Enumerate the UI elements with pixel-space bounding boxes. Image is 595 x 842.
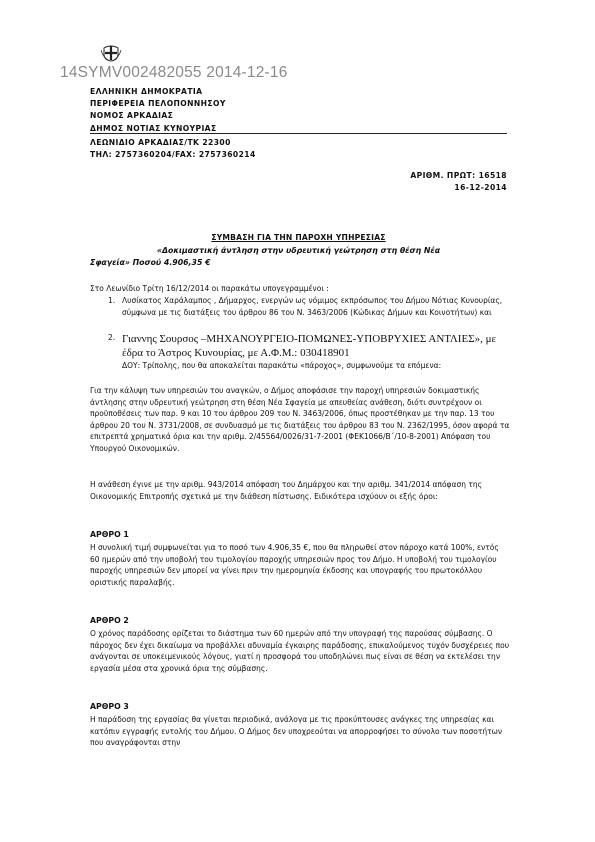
contract-subtitle-line1: «Δοκιμαστική άντληση στην υδρευτική γεώτρηση στη θέση Νέα <box>156 246 441 255</box>
header-divider <box>90 133 507 134</box>
phone-fax-line: ΤΗΛ: 2757360204/FAX: 2757360214 <box>90 150 256 160</box>
intro-paragraph: Στο Λεωνίδιο Τρίτη 16/12/2014 οι παρακάτω υπογεγραμμένοι : <box>90 284 329 293</box>
issuer-header <box>90 86 226 135</box>
article-1-heading: ΑΡΘΡΟ 1 <box>90 530 129 539</box>
protocol-date: 16-12-2014 <box>454 183 507 193</box>
party-1-number: 1. <box>108 296 116 305</box>
party-2-text-line1: Γιαννης Σουρσος –ΜΗΧΑΝΟΥΡΓΕΙΟ-ΠΟΜΩΝΕΣ-ΥΠΟΒΡΥΧΙΕΣ ΑΝΤΛΙΕΣ», με έδρα το Άστρος Κυνουρίας, με Α.Φ.Μ.: 030418901 <box>122 333 497 359</box>
header-line-country: ΕΛΛΗΝΙΚΗ ΔΗΜΟΚΡΑΤΙΑ <box>90 87 203 96</box>
award-paragraph: Η ανάθεση έγινε με την αριθμ. 943/2014 απόφαση του Δημάρχου και την αριθμ. 341/2014 απόφαση της Οικονομικής Επιτροπής σχετικά με την διάθεση πίστωσης. Ειδικότερα ισχύουν οι εξής όροι: <box>90 480 483 501</box>
party-2-item <box>108 332 508 372</box>
background-paragraph: Για την κάλυψη των υπηρεσιών του αναγκών, ο Δήμος αποφάσισε την παροχή υπηρεσιών δοκιμαστικής άντλησης στην υδρευτική γεώτρηση στη θέση Νέα Σφαγεία με απευθείας ανάθεση, διότι συντρέχουν οι προϋποθέσεις των παρ. 9 και 10 του άρθρου 209 του Ν. 3463/2006, όπως προστέθηκαν με την παρ. 13 του άρθρου 20 του Ν. 3731/2008, σε συνδυασμό με τις διατάξεις του άρθρου 83 του Ν. 2362/1995, όσον αφορά τα επιτρεπτά χρηματικά όρια και την αριθμ. 2/45564/0026/31-7-2001 (ΦΕΚ1066/Β΄/10-8-2001) Απόφαση του Υπουργού Οικονομικών. <box>90 386 510 453</box>
header-line-region: ΠΕΡΙΦΕΡΕΙΑ ΠΕΛΟΠΟΝΝΗΣΟΥ <box>90 99 226 109</box>
contract-subtitle-line2: Σφαγεία» Ποσού 4.906,35 € <box>90 258 211 267</box>
document-id-stamp: 14SYMV002482055 2014-12-16 <box>60 64 288 81</box>
contract-subtitle <box>90 245 507 269</box>
party-1-item <box>108 295 508 318</box>
party-2-text-line2: ΔΟΥ: Τρίπολης, που θα αποκαλείται παρακάτω «πάροχος», συμφωνούμε τα επόμενα: <box>122 361 442 370</box>
protocol-reference <box>410 170 507 194</box>
party-1-text: Λυσίκατος Χαράλαμπος , Δήμαρχος, ενεργών ως νόμιμος εκπρόσωπος του Δήμου Νότιας Κυνουρίας, σύμφωνα με τις διατάξεις του άρθρου 86 του Ν. 3463/2006 (Κώδικας Δήμων και Κοινοτήτων) και <box>122 296 503 317</box>
party-2-number: 2. <box>108 333 116 342</box>
protocol-number: ΑΡΙΘΜ. ΠΡΩΤ: 16518 <box>410 171 507 180</box>
greek-coat-of-arms-icon <box>100 44 122 62</box>
article-3-text: Η παράδοση της εργασίας θα γίνεται περιοδικά, ανάλογα με τις προκύπτουσες ανάγκες της υπηρεσίας και κατόπιν εγγραφής εντολής του Δήμου. Ο Δήμος δεν υποχρεούται να απορροφήσει το σύνολο των ποσοτήτων που αναγράφονται στην <box>90 715 503 748</box>
contact-block <box>90 137 256 161</box>
article-1-text: Η συνολική τιμή συμφωνείται για το ποσό των 4.906,35 €, που θα πληρωθεί στον πάροχο κατά 100%, εντός 60 ημερών από την υποβολή του τιμολογίου παροχής υπηρεσιών προς τον Δήμο. Η υποβολή του τιμολογίου παροχής υπηρεσιών δεν μπορεί να γίνει πριν την ημερομηνία έκδοσης και υπογραφής του πρωτοκόλλου οριστικής παραλαβής. <box>90 543 499 587</box>
article-2-heading: ΑΡΘΡΟ 2 <box>90 616 129 625</box>
article-2-text: Ο χρόνος παράδοσης ορίζεται το διάστημα των 60 ημερών από την υπογραφή της παρούσας σύμβασης. Ο πάροχος δεν έχει δικαίωμα να προβάλλει αδυναμία έγκαιρης παράδοσης, επικαλούμενος τυχόν δυσχέρειες που ανάγονται σε υποκειμενικούς λόγους, γιατί η προσφορά του υποδηλώνει πως είναι σε θέση να εκτελέσει την εργασία μέσα στα χρονικά όρια της σύμβασης. <box>90 629 510 673</box>
header-line-municipality: ΔΗΜΟΣ ΝΟΤΙΑΣ ΚΥΝΟΥΡΙΑΣ <box>90 123 217 133</box>
contract-title: ΣΥΜΒΑΣΗ ΓΙΑ ΤΗΝ ΠΑΡΟΧΗ ΥΠΗΡΕΣΙΑΣ <box>211 233 386 242</box>
article-3-heading: ΑΡΘΡΟ 3 <box>90 702 129 711</box>
address-line: ΛΕΩΝΙΔΙΟ ΑΡΚΑΔΙΑΣ/ΤΚ 22300 <box>90 138 231 147</box>
header-line-prefecture: ΝΟΜΟΣ ΑΡΚΑΔΙΑΣ <box>90 111 174 121</box>
